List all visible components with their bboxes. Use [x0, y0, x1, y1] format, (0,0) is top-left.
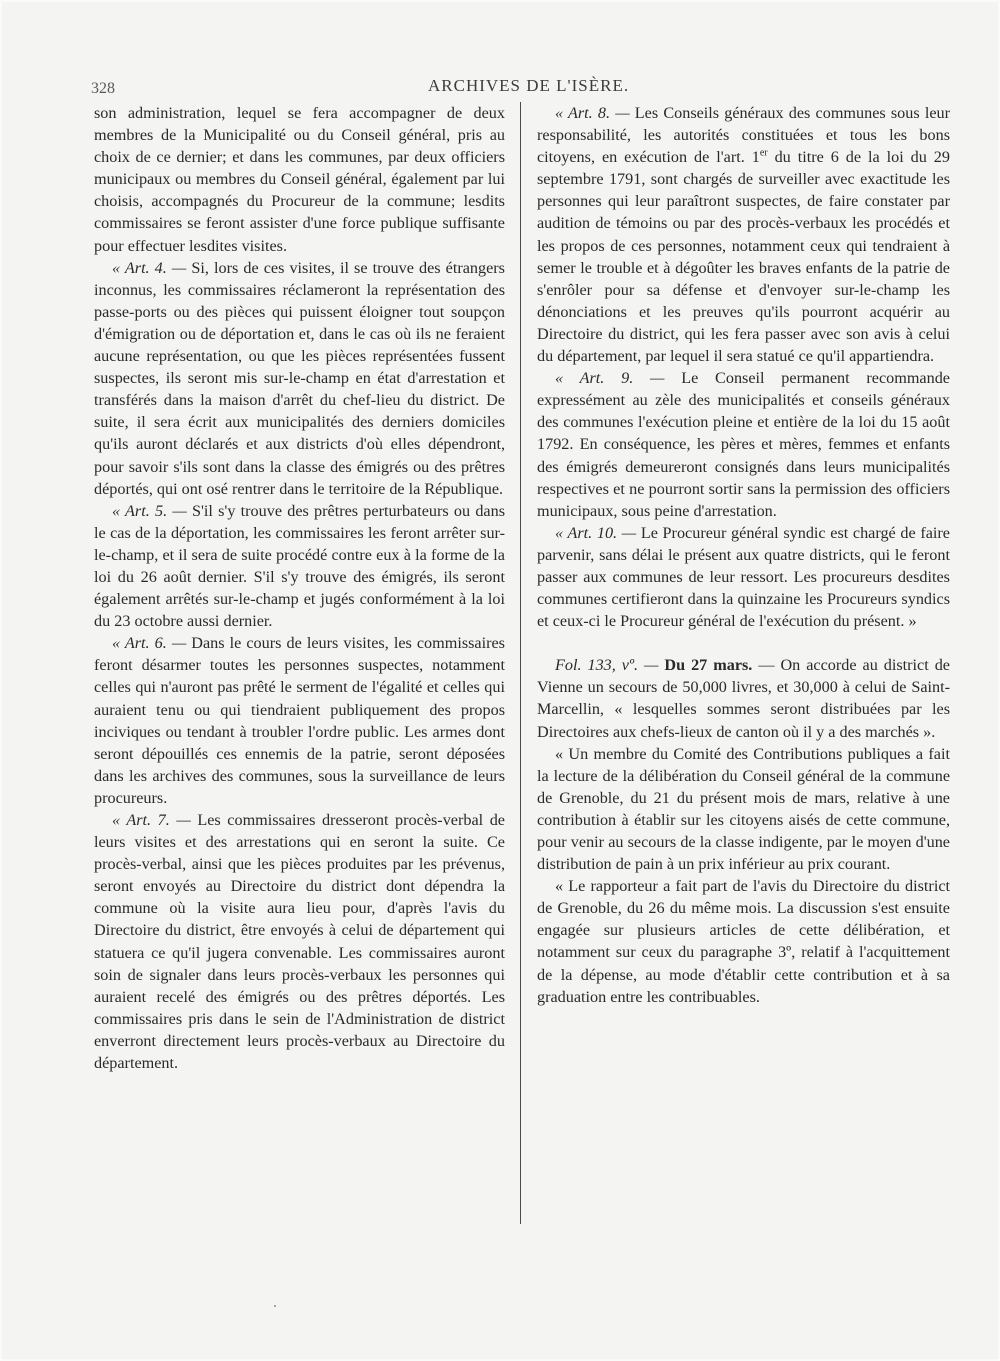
page-number: 328	[91, 80, 115, 97]
folio-entry	[537, 654, 950, 742]
article-10-label: « Art. 10. —	[555, 523, 637, 542]
article-8-text-a: Les Conseils généraux des communes sous leur responsabilité, les autorités constituées et tous les bons citoyens, en exécution de l'art. 1	[537, 104, 950, 167]
folio-text: — On accorde au district de Vienne un secours de 50,000 livres, et 30,000 à celui de Saint-Marcellin, « lesquelles sommes seront distribuées par les Directoires aux chefs-lieux de canton où il y a des marchés ».	[537, 656, 950, 741]
article-8-superscript: er	[759, 147, 768, 159]
article-9-label: « Art. 9. —	[555, 369, 665, 388]
paper-speck	[274, 1305, 276, 1307]
folio-date: Du 27 mars.	[664, 656, 753, 675]
article-8-label: « Art. 8. —	[555, 104, 630, 122]
article-6	[94, 632, 505, 809]
article-10	[537, 522, 950, 632]
article-9	[537, 367, 950, 522]
article-7	[94, 809, 505, 1074]
article-5	[94, 500, 505, 633]
article-4-text: Si, lors de ces visites, il se trouve des étrangers inconnus, les commissaires réclameront la représentation des passe-ports ou des pièces qui puissent éloigner tout soupçon d'émigration ou de déportation et, dans le cas où ils ne feraient aucune représentation, ou que les pièces représentées fussent suspectes, ils seront mis sur-le-champ en état d'arrestation et transférés dans la maison d'arrêt du chef-lieu du district. De suite, il sera écrit aux municipalités des derniers domiciles qu'ils auront déclarés et aux districts d'où elles dépendront, pour savoir s'ils sont dans la classe des émigrés ou des prêtres déportés, qui ont osé rentrer dans le territoire de la République.	[94, 258, 505, 498]
article-4-label: « Art. 4. —	[112, 258, 187, 277]
right-column	[537, 102, 950, 1008]
paragraph-membre: « Un membre du Comité des Contributions publiques a fait la lecture de la délibération du Conseil général de la commune de Grenoble, du 21 du présent mois de mars, relative à une contribution à établir sur les citoyens aisés de cette commune, pour venir au secours de la classe indigente, par le moyen d'une distribution de pain à un prix inférieur au prix courant.	[537, 744, 950, 874]
left-column	[94, 102, 505, 1074]
running-title: ARCHIVES DE L'ISÈRE.	[428, 76, 630, 95]
article-6-text: Dans le cours de leurs visites, les commissaires feront désarmer toutes les personnes suspectes, notamment celles qui n'auront pas prêté le serment de l'égalité et celles qui auraient tenu ou qui tiendraient publiquement des propos inciviques ou tendant à troubler l'ordre public. Les armes dont seront dépouillés ces ennemis de la patrie, seront déposées dans les archives des communes, sous la surveillance de leurs procureurs.	[94, 634, 505, 807]
article-5-text: S'il s'y trouve des prêtres perturbateurs ou dans le cas de la déportation, les commissaires les feront arrêter sur-le-champ, et il sera de suite procédé contre eux à la forme de la loi du 26 août dernier. S'il s'y trouve des émigrés, ils seront également arrêtés sur-le-champ et jugés conformément à la loi du 23 octobre aussi dernier.	[94, 501, 505, 631]
article-8-text-b: du titre 6 de la loi du 29 septembre 1791, sont chargés de surveiller avec exactitude les personnes qui leur paraîtront suspectes, de faire constater par audition de témoins ou par des procès-verbaux les procédés et les propos de ces personnes, notamment ceux qui tendraient à semer le trouble et à dégoûter les braves enfants de la patrie de s'enrôler pour sa défense et d'envoyer sur-le-champ les dénonciations et les preuves qu'ils pourront acquérir au Directoire du district, qui les fera passer avec son avis à celui du département, par lequel il sera statué ce qu'il appartiendra.	[537, 148, 950, 366]
article-5-label: « Art. 5. —	[112, 501, 187, 520]
article-10-text: Le Procureur général syndic est chargé de faire parvenir, sans délai le présent aux quatre districts, qui le feront passer aux communes de leur ressort. Les procureurs desdites communes certifieront dans la quinzaine les Procureurs syndics et ceux-ci le Procureur général de l'exécution du présent. »	[537, 523, 950, 631]
paragraph-continuation: son administration, lequel se fera accompagner de deux membres de la Municipalité ou du Conseil général, pris au choix de ce dernier; et dans les communes, par deux officiers municipaux ou membres du Conseil général, également par lui choisis, accompagnés du Procureur de la commune; lesdits commissaires se feront assister d'une force publique suffisante pour effectuer lesdites visites.	[94, 104, 505, 255]
article-7-label: « Art. 7. —	[112, 811, 191, 829]
article-8	[537, 102, 950, 367]
column-divider	[520, 102, 521, 1224]
article-6-label: « Art. 6. —	[112, 634, 187, 653]
article-7-text: Les commissaires dresseront procès-verbal de leurs visites et des arrestations qui en seront la suite. Ce procès-verbal, ainsi que les pièces produites par les prévenus, seront envoyés au Directoire du district dont dépendra la commune où la visite aura lieu pour, d'après l'avis du Directoire du district, être envoyés à celui de département qui statuera ce qu'il jugera convenable. Les commissaires auront soin de signaler dans leurs procès-verbaux les personnes qui auraient recelé des émigrés ou des prêtres déportés. Les commissaires pris dans le sein de l'Administration de district enverront directement leurs procès-verbaux au Directoire du département.	[94, 811, 505, 1073]
paragraph-rapporteur: « Le rapporteur a fait part de l'avis du Directoire du district de Grenoble, du 26 du même mois. La discussion s'est ensuite engagée sur plusieurs articles de cette délibération, et notamment sur ceux du paragraphe 3º, relatif à l'acquittement de la dépense, au mode d'établir cette contribution et à sa graduation entre les contribuables.	[537, 877, 950, 1006]
article-4	[94, 257, 505, 500]
folio-reference: Fol. 133, vº. —	[555, 656, 659, 675]
article-9-text: Le Conseil permanent recommande expressément au zèle des municipalités et conseils généraux des communes l'exécution pleine et entière de la loi du 15 août 1792. En conséquence, les pères et mères, femmes et enfants des émigrés demeureront consignés dans leurs municipalités respectives et ne pourront sortir sans la permission des officiers municipaux, sous peine d'arrestation.	[537, 369, 950, 520]
